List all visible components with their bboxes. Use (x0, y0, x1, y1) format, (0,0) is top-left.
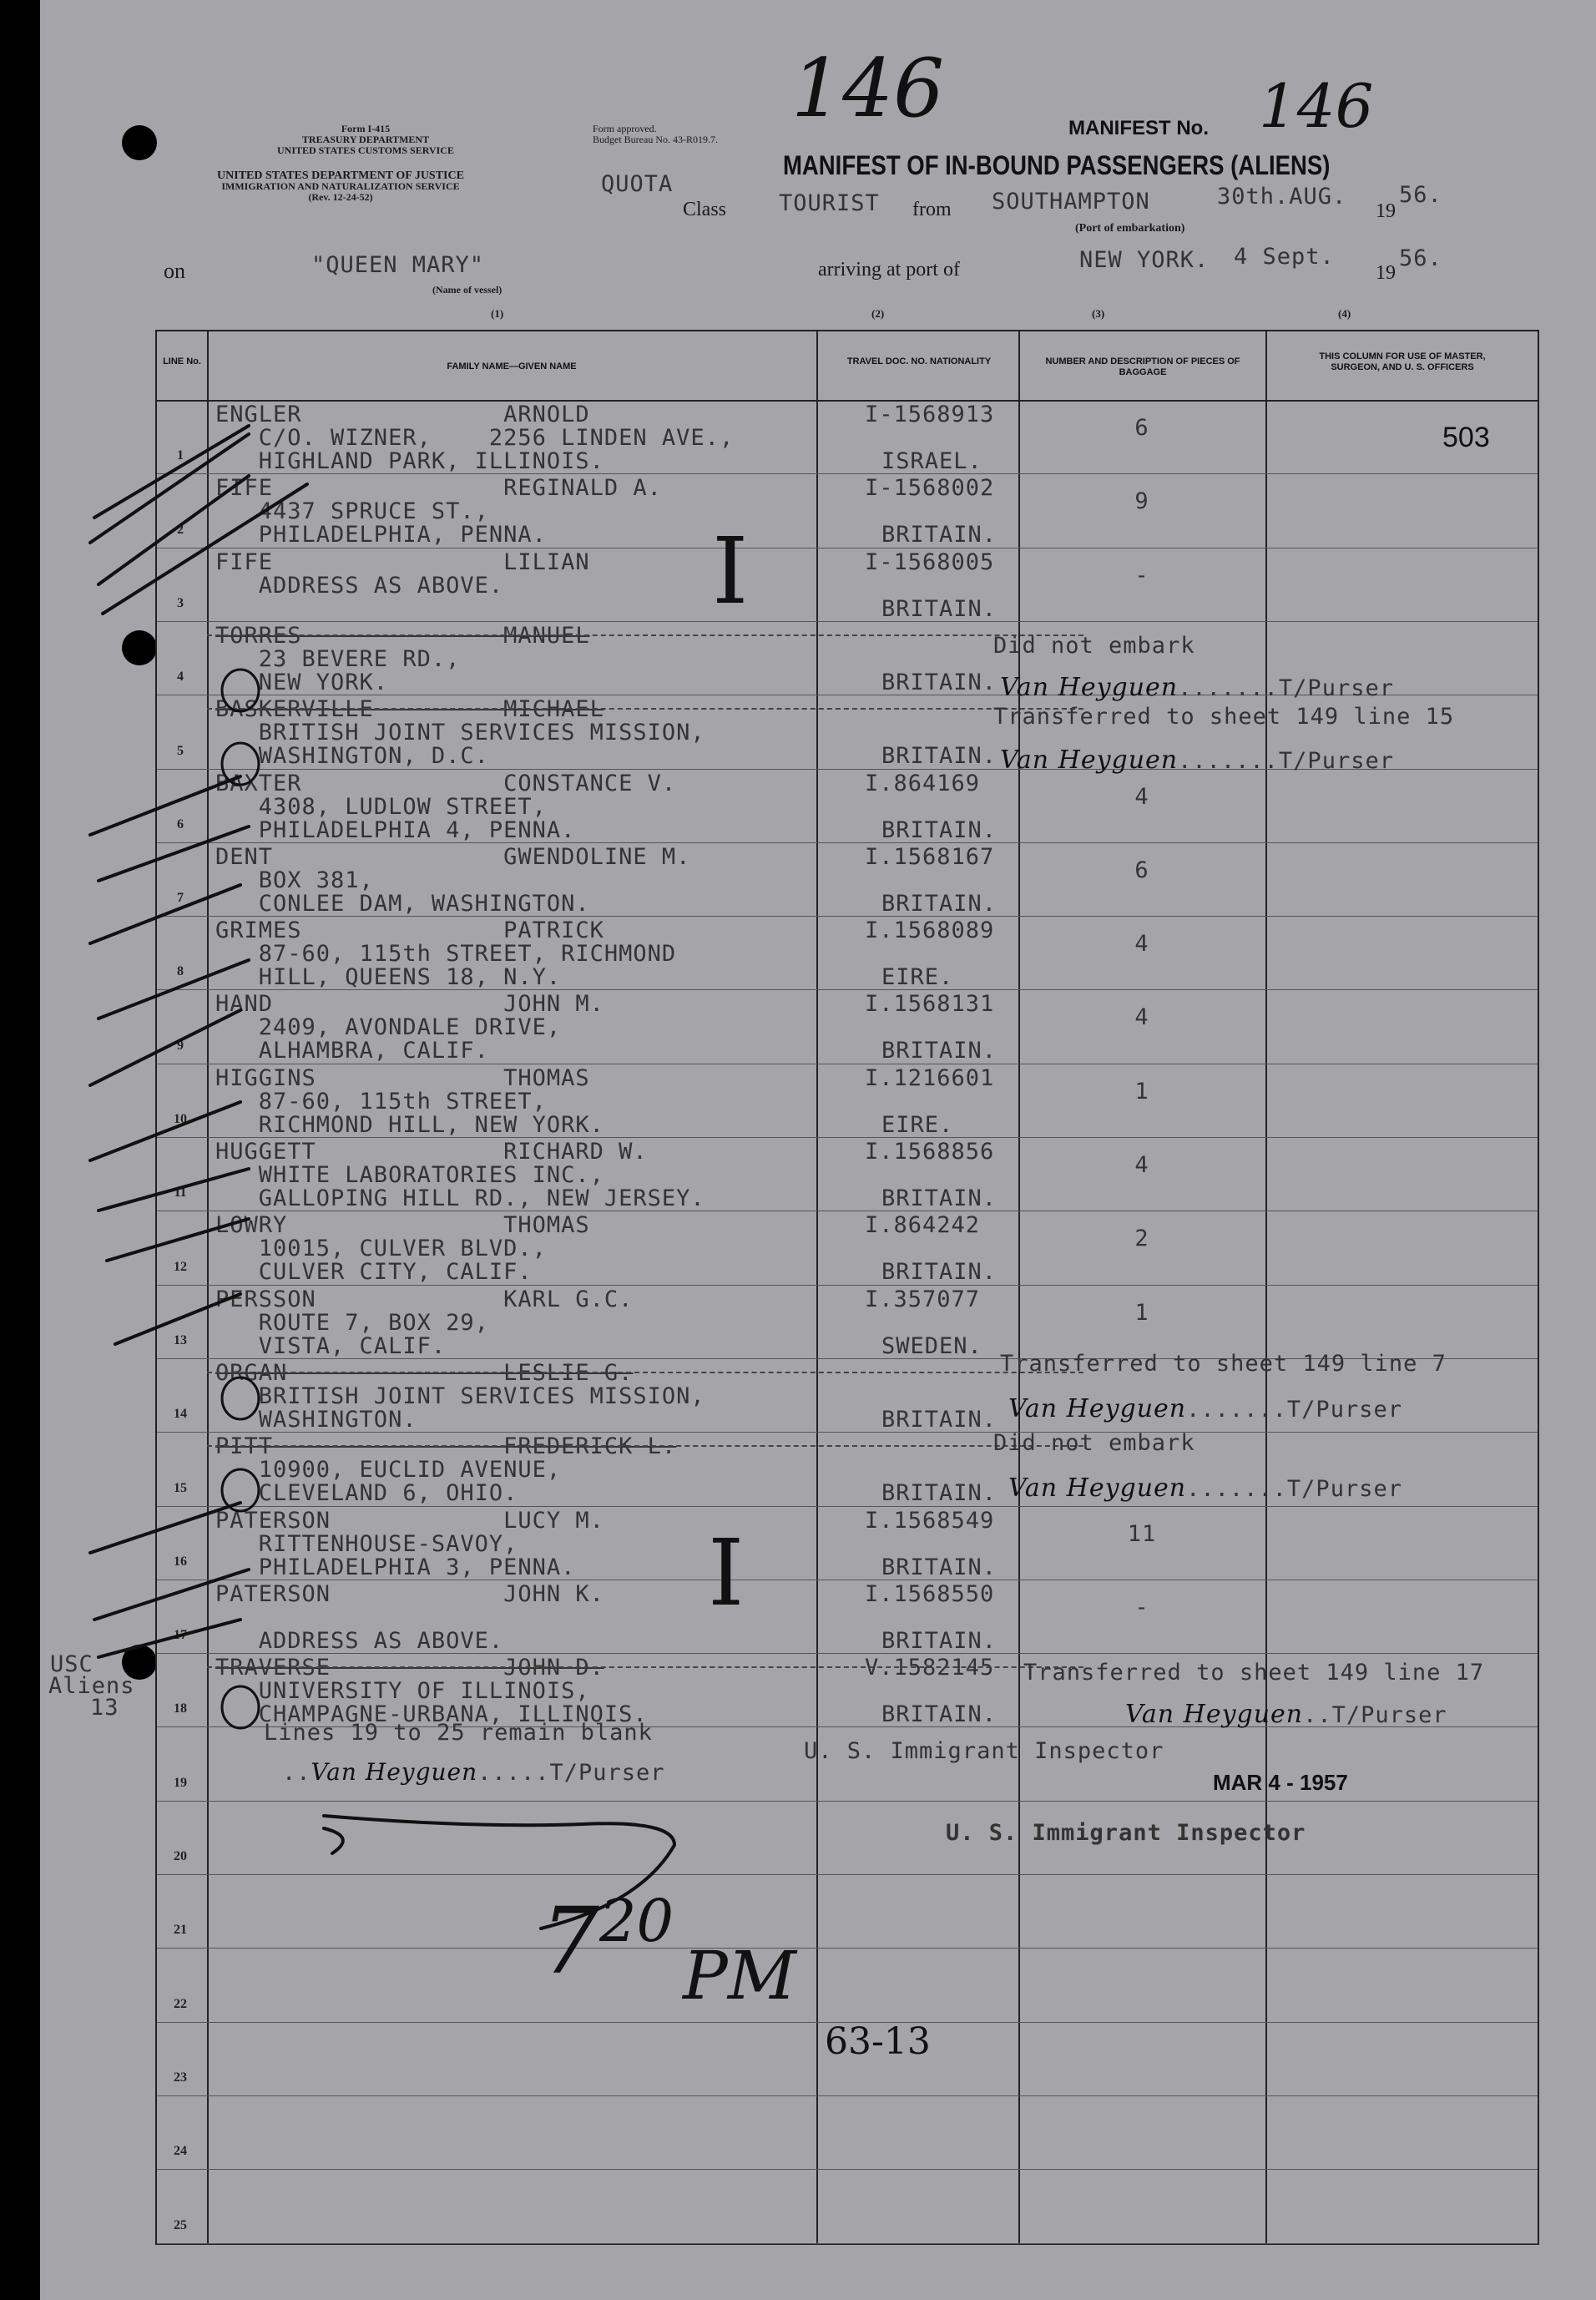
line-number: 20 (174, 1849, 187, 1863)
handwritten-time: $7^{20}$ (541, 1887, 674, 1994)
baggage-count: 4 (1134, 1152, 1149, 1178)
passenger-name: PERSSON KARL G.C. (215, 1286, 634, 1312)
nationality: BRITAIN. (881, 1259, 998, 1286)
baggage-count: 11 (1127, 1520, 1157, 1547)
passenger-address: 87-60, 115th STREET, (215, 1088, 547, 1115)
ins-service: IMMIGRATION AND NATURALIZATION SERVICE (221, 180, 460, 192)
justice-dept: UNITED STATES DEPARTMENT OF JUSTICE (217, 169, 464, 182)
passenger-address: NEW YORK. (215, 669, 389, 695)
form-approved: Form approved. (593, 123, 657, 134)
arrival-port: NEW YORK. (1079, 247, 1210, 273)
header-baggage: NUMBER AND DESCRIPTION OF PIECES OF BAGGAGE (1045, 356, 1240, 377)
line-number: 22 (174, 1996, 187, 2011)
vessel-prefix: on (164, 259, 185, 283)
nationality: BRITAIN. (881, 522, 998, 548)
customs-service: UNITED STATES CUSTOMS SERVICE (277, 144, 454, 156)
line-number: 11 (174, 1185, 187, 1201)
line-number: 1 (177, 448, 184, 463)
line-number: 2 (177, 522, 184, 537)
col-num-3: (3) (1092, 307, 1105, 320)
form-number: Form I-415 (341, 123, 391, 134)
passenger-address: 2409, AVONDALE DRIVE, (215, 1014, 562, 1041)
passenger-name: PATERSON JOHN K. (215, 1580, 604, 1607)
check-marks (40, 0, 1596, 2300)
year-prefix: 19 (1376, 200, 1396, 222)
budget-bureau: Budget Bureau No. 43-R019.7. (593, 134, 718, 145)
line-number: 14 (174, 1407, 187, 1422)
note-row-5: Transferred to sheet 149 line 15 (993, 704, 1455, 730)
lines-blank-note: Lines 19 to 25 remain blank (264, 1720, 653, 1746)
manifest-sheet (40, 0, 1596, 2300)
travel-doc-no: V.1582145 (865, 1655, 995, 1681)
note-row-4: Did not embark (993, 633, 1195, 659)
handwritten-number: 146 (791, 42, 945, 135)
class-value: TOURIST (779, 190, 880, 216)
nationality: SWEDEN. (881, 1332, 982, 1359)
baggage-count: 4 (1134, 783, 1149, 810)
passenger-address: HIGHLAND PARK, ILLINOIS. (215, 448, 604, 474)
manifest-no: 146 (1259, 71, 1374, 141)
passenger-name: HUGGETT RICHARD W. (215, 1139, 648, 1165)
passenger-address: CHAMPAGNE-URBANA, ILLINOIS. (215, 1701, 648, 1728)
travel-doc-no: I-1568005 (865, 548, 995, 575)
nationality: BRITAIN. (881, 1038, 998, 1064)
travel-doc-no: I.357077 (865, 1286, 981, 1312)
baggage-count: 6 (1134, 857, 1149, 883)
purser-blank: ..Van Heyguen.....T/Purser (282, 1758, 665, 1786)
line-number: 5 (177, 743, 184, 758)
passenger-address: GALLOPING HILL RD., NEW JERSEY. (215, 1185, 705, 1211)
passenger-address: BRITISH JOINT SERVICES MISSION, (215, 720, 705, 746)
col-num-2: (2) (871, 307, 885, 320)
line-number: 19 (174, 1775, 187, 1790)
form-revision: (Rev. 12-24-52) (308, 191, 373, 203)
purser-4: Van Heyguen.......T/Purser (1000, 673, 1394, 702)
passenger-address: WASHINGTON. (215, 1406, 417, 1433)
line-number: 10 (174, 1112, 187, 1126)
usc-label: USC (50, 1651, 93, 1677)
nationality: BRITAIN. (881, 595, 998, 622)
travel-doc-no: I.1568089 (865, 917, 995, 944)
passenger-address: 23 BEVERE RD., (215, 645, 461, 672)
vessel-caption: (Name of vessel) (432, 284, 503, 296)
passenger-name: FIFE LILIAN (215, 548, 590, 575)
line-number: 3 (177, 595, 184, 610)
col-num-1: (1) (491, 307, 504, 320)
purser-signature: Van Heyguen (1008, 1394, 1187, 1423)
note-row-15: Did not embark (993, 1430, 1195, 1456)
baggage-count: - (1134, 562, 1149, 589)
passenger-address: BOX 381, (215, 867, 374, 893)
purser-signature: Van Heyguen (1000, 673, 1179, 702)
line-number: 23 (174, 2070, 187, 2085)
travel-doc-no: I.1568856 (865, 1139, 995, 1165)
travel-doc-no: I.1568549 (865, 1507, 995, 1534)
baggage-count: 2 (1134, 1226, 1149, 1252)
aliens-count: 13 (90, 1695, 119, 1721)
nationality: EIRE. (881, 964, 954, 991)
manifest-title: MANIFEST OF IN-BOUND PASSENGERS (ALIENS) (783, 150, 1331, 180)
passenger-address: CONLEE DAM, WASHINGTON. (215, 890, 590, 917)
line-number: 18 (174, 1701, 187, 1716)
passenger-address: PHILADELPHIA 3, PENNA. (215, 1554, 576, 1580)
baggage-count: 4 (1134, 1004, 1149, 1031)
passenger-name: GRIMES PATRICK (215, 917, 604, 944)
passenger-name: DENT GWENDOLINE M. (215, 843, 691, 870)
passenger-address: RITTENHOUSE-SAVOY, (215, 1530, 518, 1557)
line-number: 17 (174, 1628, 187, 1643)
col-num-4: (4) (1338, 307, 1351, 320)
purser-signature: Van Heyguen (1125, 1700, 1304, 1729)
year-arrival: 56. (1399, 245, 1442, 271)
travel-doc-no: I-1568002 (865, 475, 995, 502)
nationality: ISRAEL. (881, 448, 982, 474)
inspector-mark-2: I (708, 1519, 745, 1626)
line-number: 8 (177, 964, 184, 979)
nationality: BRITAIN. (881, 1627, 998, 1654)
vessel-name: "QUEEN MARY" (311, 252, 485, 278)
handwritten-pm: PM (683, 1937, 796, 2014)
nationality: BRITAIN. (881, 743, 998, 770)
class-label: Class (683, 199, 727, 220)
arrival-date: 4 Sept. (1234, 244, 1335, 270)
header-travel-doc: TRAVEL DOC. NO. NATIONALITY (846, 356, 992, 366)
passenger-address: ALHAMBRA, CALIF. (215, 1038, 489, 1064)
passenger-name: TRAVERSE JOHN D. (215, 1655, 604, 1681)
nationality: BRITAIN. (881, 1406, 998, 1433)
passenger-name: TORRES MANUEL (215, 622, 590, 649)
travel-doc-no: I-1568913 (865, 402, 995, 427)
embark-date: 30th.AUG. (1217, 184, 1347, 210)
passenger-name: PITT FREDERICK L. (215, 1433, 677, 1460)
passenger-name: ENGLER ARNOLD (215, 402, 590, 427)
purser-signature: Van Heyguen (311, 1758, 478, 1786)
nationality: BRITAIN. (881, 1480, 998, 1507)
line-number: 24 (174, 2144, 187, 2159)
alien-count: 503 (1442, 422, 1490, 453)
line-number: 15 (174, 1480, 187, 1495)
purser-14: Van Heyguen.......T/Purser (1008, 1394, 1402, 1423)
port-caption: (Port of embarkation) (1075, 222, 1185, 235)
header-name: FAMILY NAME—GIVEN NAME (447, 361, 577, 372)
passenger-address: 87-60, 115th STREET, RICHMOND (215, 941, 677, 968)
manifest-no-label: MANIFEST No. (1068, 117, 1209, 139)
line-number: 12 (174, 1259, 187, 1274)
baggage-count: 6 (1134, 415, 1149, 441)
passenger-address: WHITE LABORATORIES INC., (215, 1162, 604, 1188)
header-officers: THIS COLUMN FOR USE OF MASTER, SURGEON, AND U. S. OFFICERS (1319, 351, 1486, 372)
travel-doc-no: I.1568550 (865, 1580, 995, 1607)
note-row-14: Transferred to sheet 149 line 7 (1000, 1351, 1447, 1377)
nationality: BRITAIN. (881, 816, 998, 843)
baggage-count: 4 (1134, 931, 1149, 958)
nationality: BRITAIN. (881, 1185, 998, 1211)
passenger-name: HAND JOHN M. (215, 991, 604, 1018)
port-of-embarkation: SOUTHAMPTON (992, 189, 1150, 215)
baggage-count: - (1134, 1594, 1149, 1620)
passenger-name: ORGAN LESLIE G. (215, 1359, 634, 1386)
passenger-address: ADDRESS AS ABOVE. (215, 1627, 504, 1654)
passenger-address: CULVER CITY, CALIF. (215, 1259, 533, 1286)
passenger-address: 4437 SPRUCE ST., (215, 498, 489, 525)
passenger-name: FIFE REGINALD A. (215, 475, 662, 502)
passenger-address: PHILADELPHIA, PENNA. (215, 522, 547, 548)
line-number: 7 (177, 891, 184, 906)
passenger-address: 10900, EUCLID AVENUE, (215, 1457, 562, 1484)
passenger-address: UNIVERSITY OF ILLINOIS, (215, 1678, 590, 1705)
baggage-count: 9 (1134, 488, 1149, 515)
inspector-mark-1: I (712, 518, 749, 624)
line-number: 13 (174, 1332, 187, 1347)
passenger-address: RICHMOND HILL, NEW YORK. (215, 1111, 604, 1138)
passenger-address: VISTA, CALIF. (215, 1332, 447, 1359)
nationality: EIRE. (881, 1111, 954, 1138)
passenger-address: C/O. WIZNER, 2256 LINDEN AVE., (215, 425, 735, 451)
baggage-count: 1 (1134, 1078, 1149, 1105)
passenger-name: PATERSON LUCY M. (215, 1507, 604, 1534)
passenger-name: HIGGINS THOMAS (215, 1064, 590, 1091)
arriving-label: arriving at port of (818, 259, 960, 281)
passenger-address: ROUTE 7, BOX 29, (215, 1309, 489, 1336)
passenger-address: HILL, QUEENS 18, N.Y. (215, 964, 562, 991)
passenger-address: BRITISH JOINT SERVICES MISSION, (215, 1383, 705, 1409)
immigrant-inspector-1: U. S. Immigrant Inspector (804, 1738, 1164, 1764)
travel-doc-no: I.1568131 (865, 991, 995, 1018)
treasury-dept: TREASURY DEPARTMENT (301, 134, 430, 145)
passenger-name: LOWRY THOMAS (215, 1212, 590, 1239)
purser-signature: Van Heyguen (1000, 746, 1179, 775)
passenger-address: 10015, CULVER BLVD., (215, 1236, 547, 1262)
line-number: 6 (177, 816, 184, 832)
header-line-no: LINE No. (163, 356, 201, 366)
nationality: BRITAIN. (881, 669, 998, 695)
passenger-address: ADDRESS AS ABOVE. (215, 572, 504, 599)
line-number: 25 (174, 2217, 187, 2232)
line-number: 21 (174, 1923, 187, 1938)
nationality: BRITAIN. (881, 890, 998, 917)
purser-15: Van Heyguen.......T/Purser (1008, 1474, 1402, 1503)
passenger-name: BAXTER CONSTANCE V. (215, 770, 677, 796)
passenger-name: BASKERVILLE MICHAEL (215, 696, 604, 723)
travel-doc-no: I.1216601 (865, 1064, 995, 1091)
immigrant-inspector-2: U. S. Immigrant Inspector (946, 1820, 1306, 1846)
baggage-count: 1 (1134, 1299, 1149, 1326)
nationality: BRITAIN. (881, 1554, 998, 1580)
purser-signature: Van Heyguen (1008, 1474, 1187, 1503)
line-number: 16 (174, 1554, 187, 1569)
note-row-18: Transferred to sheet 149 line 17 (1023, 1660, 1485, 1686)
travel-doc-no: I.1568167 (865, 843, 995, 870)
year-prefix-2: 19 (1376, 262, 1396, 284)
purser-18: Van Heyguen..T/Purser (1125, 1700, 1447, 1729)
travel-doc-no: I.864169 (865, 770, 981, 796)
passenger-address: 4308, LUDLOW STREET, (215, 793, 547, 820)
nationality: BRITAIN. (881, 1701, 998, 1728)
from-label: from (912, 199, 952, 220)
line-number: 9 (177, 1038, 184, 1053)
purser-5: Van Heyguen.......T/Purser (1000, 746, 1394, 775)
passenger-address: WASHINGTON, D.C. (215, 743, 489, 770)
aliens-label: Aliens (48, 1673, 135, 1699)
passenger-address: PHILADELPHIA 4, PENNA. (215, 816, 576, 843)
line-number: 4 (177, 670, 184, 685)
date-stamp: MAR 4 - 1957 (1213, 1770, 1348, 1795)
travel-doc-no: I.864242 (865, 1212, 981, 1239)
quota-class: QUOTA (601, 171, 674, 197)
passenger-address: CLEVELAND 6, OHIO. (215, 1480, 518, 1507)
handwritten-code: 63-13 (825, 2020, 931, 2063)
year-embark: 56. (1399, 182, 1442, 208)
